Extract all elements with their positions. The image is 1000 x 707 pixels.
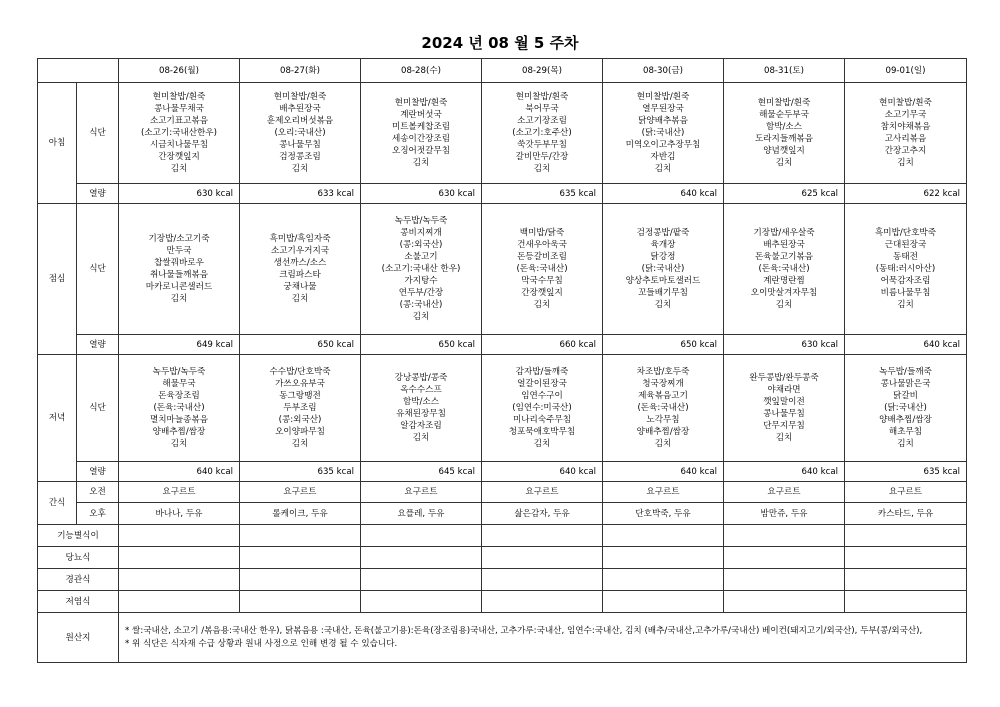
dinner-menu-cell: [845, 355, 967, 462]
menu-item: 어묵감자조림: [880, 276, 931, 286]
empty-cell: [845, 525, 967, 547]
snack-am-cell: 요구르트: [361, 482, 482, 503]
calorie-label: 열량: [77, 184, 119, 204]
menu-item: 현미찰밥/흰죽: [273, 92, 327, 102]
origin-notes: [119, 613, 967, 663]
lunch-menu-cell: [724, 204, 845, 335]
menu-item: (닭:국내산): [641, 264, 685, 274]
empty-cell: [119, 547, 240, 569]
menu-item: 돈등갈비조림: [517, 252, 567, 262]
calorie-value: 630 kcal: [724, 335, 845, 355]
menu-item: 현미찰밥/흰죽: [636, 92, 690, 102]
menu-item: 간장깻잎지: [521, 288, 563, 298]
menu-item: (콩:국내산): [399, 300, 443, 310]
menu-item: 감자밥/들깨죽: [515, 367, 569, 377]
calorie-value: 625 kcal: [724, 184, 845, 204]
date-header: 08-26(월): [119, 59, 240, 83]
menu-item: 고사리볶음: [884, 134, 927, 144]
low_salt-diet-row: [38, 591, 967, 613]
calorie-label: 열량: [77, 335, 119, 355]
breakfast-menu-cell: [240, 83, 361, 184]
calorie-value: 622 kcal: [845, 184, 967, 204]
menu-item: 계란명란찜: [763, 276, 805, 286]
date-header: 08-27(화): [240, 59, 361, 83]
empty-cell: [603, 591, 724, 613]
calorie-value: 640 kcal: [603, 184, 724, 204]
menu-item: 김치: [170, 439, 188, 449]
lunch-calorie-row: [38, 335, 967, 355]
calorie-value: 633 kcal: [240, 184, 361, 204]
breakfast-menu-cell: [361, 83, 482, 184]
menu-item: (돈육:국내산): [637, 403, 689, 413]
breakfast-menu-cell: [603, 83, 724, 184]
lunch-menu-row: [38, 204, 967, 335]
snack-pm-cell: 바나나, 두유: [119, 503, 240, 525]
menu-item: 소고기우거지국: [270, 246, 330, 256]
origin-row: [38, 613, 967, 663]
lunch-menu-cell: [240, 204, 361, 335]
menu-item: (콩:외국산): [278, 415, 322, 425]
empty-cell: [603, 525, 724, 547]
menu-item: 오이양파무침: [275, 427, 325, 437]
menu-item: 기장밥/새우살죽: [753, 228, 815, 238]
empty-cell: [119, 569, 240, 591]
menu-item: 북어무국: [525, 104, 559, 114]
menu-item: 흑미밥/단호박죽: [874, 228, 936, 238]
menu-item: 육개장: [650, 240, 676, 250]
dinner-menu-cell: [361, 355, 482, 462]
menu-item: 김치: [291, 439, 309, 449]
dinner-menu-cell: [724, 355, 845, 462]
menu-item: 현미찰밥/흰죽: [515, 92, 569, 102]
snack-label: 간식: [38, 482, 77, 525]
menu-item: 검정콩밥/팥죽: [636, 228, 690, 238]
menu-item: 비름나물무침: [880, 288, 931, 298]
date-header: 08-28(수): [361, 59, 482, 83]
menu-item: (닭:국내산): [884, 403, 927, 413]
snack-pm-cell: 밤만쥬, 두유: [724, 503, 845, 525]
empty-cell: [603, 569, 724, 591]
menu-item: 깻잎말이전: [763, 397, 805, 407]
tube-diet-row: [38, 569, 967, 591]
menu-item: 김치: [897, 158, 914, 168]
menu-item: 차조밥/호두죽: [636, 367, 690, 377]
snack-am-cell: 요구르트: [119, 482, 240, 503]
dinner-menu-cell: [482, 355, 603, 462]
menu-label: 식단: [77, 355, 119, 462]
breakfast-menu-cell: [845, 83, 967, 184]
empty-cell: [482, 525, 603, 547]
calorie-value: 645 kcal: [361, 462, 482, 482]
menu-item: 동그랑땡전: [279, 391, 321, 401]
menu-item: 김치: [654, 439, 672, 449]
menu-item: 가지탕수: [404, 276, 438, 286]
dinner-menu-row: [38, 355, 967, 462]
calorie-value: 640 kcal: [845, 335, 967, 355]
menu-item: (콩:외국산): [399, 240, 443, 250]
menu-item: 김치: [533, 439, 551, 449]
corner-cell: [38, 59, 119, 83]
menu-item: 계란버섯국: [400, 110, 442, 120]
date-header: 08-30(금): [603, 59, 724, 83]
menu-item: (닭:국내산): [641, 128, 685, 138]
empty-cell: [724, 591, 845, 613]
menu-item: 콩나물맑은국: [880, 379, 931, 389]
lunch-menu-cell: [603, 204, 724, 335]
menu-item: 유채된장무침: [396, 409, 446, 419]
empty-cell: [603, 547, 724, 569]
snack-am-cell: 요구르트: [240, 482, 361, 503]
dinner-menu-cell: [240, 355, 361, 462]
menu-item: 임연수구이: [521, 391, 563, 401]
menu-item: 건새우아욱국: [517, 240, 567, 250]
date-header: 09-01(일): [845, 59, 967, 83]
menu-item: (돈육:국내산): [758, 264, 810, 274]
menu-item: 알감자조림: [400, 421, 442, 431]
menu-item: 양배추찜/쌈장: [636, 427, 690, 437]
diabetic-diet-row: [38, 547, 967, 569]
menu-item: 녹두밥/녹두죽: [394, 216, 448, 226]
menu-item: 노각무침: [646, 415, 680, 425]
menu-item: 소고기장조림: [517, 116, 567, 126]
empty-cell: [240, 569, 361, 591]
empty-cell: [240, 547, 361, 569]
menu-item: 김치: [533, 300, 551, 310]
date-header: 08-29(목): [482, 59, 603, 83]
lunch-label: 점심: [38, 204, 77, 355]
menu-item: 녹두밥/녹두죽: [152, 367, 206, 377]
calorie-value: 640 kcal: [482, 462, 603, 482]
calorie-value: 630 kcal: [361, 184, 482, 204]
snack-am-cell: 요구르트: [724, 482, 845, 503]
menu-item: 김치: [412, 433, 430, 443]
calorie-value: 630 kcal: [119, 184, 240, 204]
menu-item: 김치: [654, 164, 672, 174]
menu-item: 생선까스/소스: [273, 258, 327, 268]
menu-item: 제육볶음고기: [638, 391, 688, 401]
breakfast-menu-cell: [724, 83, 845, 184]
empty-cell: [724, 547, 845, 569]
dinner-label: 저녁: [38, 355, 77, 482]
menu-item: 근대된장국: [884, 240, 927, 250]
low_salt-diet-label: 저염식: [38, 591, 119, 613]
functional-diet-row: [38, 525, 967, 547]
menu-item: 오이맛살겨자무침: [750, 288, 818, 298]
menu-item: 김치: [412, 312, 430, 322]
menu-item: 훈제오리버섯볶음: [266, 116, 334, 126]
meal-plan-table: [37, 58, 967, 663]
menu-item: 김치: [775, 158, 793, 168]
menu-item: 검정콩조림: [279, 152, 321, 162]
menu-item: 닭양배추볶음: [638, 116, 688, 126]
menu-item: 닭강정: [650, 252, 676, 262]
calorie-value: 640 kcal: [119, 462, 240, 482]
menu-item: 흑미밥/흑임자죽: [269, 234, 331, 244]
empty-cell: [482, 547, 603, 569]
menu-item: 김치: [775, 433, 793, 443]
menu-item: 함박/소스: [402, 397, 440, 407]
menu-item: 김치: [291, 294, 309, 304]
empty-cell: [361, 591, 482, 613]
snack-pm-cell: 카스타드, 두유: [845, 503, 967, 525]
snack-am-label: 오전: [77, 482, 119, 503]
menu-item: 동태전: [893, 252, 918, 262]
calorie-value: 635 kcal: [240, 462, 361, 482]
functional-diet-label: 기능별식이: [38, 525, 119, 547]
menu-item: 소고기무국: [884, 110, 927, 120]
snack-pm-cell: 요플레, 두유: [361, 503, 482, 525]
menu-item: (오리:국내산): [274, 128, 326, 138]
menu-item: 야채라면: [767, 385, 801, 395]
menu-item: 꼬들배기무침: [638, 288, 688, 298]
menu-item: (임연수:미국산): [512, 403, 572, 413]
menu-item: 취나물들깨볶음: [149, 270, 209, 280]
menu-item: 멸치마늘종볶음: [149, 415, 209, 425]
menu-item: 김치: [412, 158, 430, 168]
menu-item: 김치: [291, 164, 309, 174]
menu-item: 미역오이고추장무침: [625, 140, 701, 150]
calorie-value: 640 kcal: [724, 462, 845, 482]
menu-item: 김치: [897, 300, 914, 310]
menu-label: 식단: [77, 83, 119, 184]
menu-item: 쑥갓두부무침: [517, 140, 567, 150]
menu-item: (돈육:국내산): [516, 264, 568, 274]
breakfast-menu-cell: [119, 83, 240, 184]
menu-item: 현미찰밥/흰죽: [152, 92, 206, 102]
menu-item: 소불고기: [404, 252, 438, 262]
menu-item: 크림파스타: [279, 270, 321, 280]
origin-note: * 위 식단은 식자재 수급 상황과 원내 사정으로 인해 변경 될 수 있습니다.: [125, 638, 398, 649]
menu-item: 연두부/간장: [398, 288, 444, 298]
menu-item: (돈육:국내산): [153, 403, 205, 413]
calorie-label: 열량: [77, 462, 119, 482]
empty-cell: [845, 569, 967, 591]
lunch-menu-cell: [119, 204, 240, 335]
menu-item: (소고기:국내산한우): [140, 128, 217, 138]
menu-item: 닭갈비: [893, 391, 918, 401]
menu-item: 김치: [170, 164, 188, 174]
menu-item: 갈비만두/간장: [515, 152, 569, 162]
menu-item: 가쓰오유부국: [275, 379, 325, 389]
menu-item: 녹두밥/들깨죽: [879, 367, 932, 377]
menu-item: 간장깻잎지: [158, 152, 200, 162]
origin-label: 원산지: [38, 613, 119, 663]
menu-item: 두부조림: [283, 403, 317, 413]
menu-item: 얼갈이된장국: [517, 379, 567, 389]
empty-cell: [724, 569, 845, 591]
menu-item: 강낭콩밥/콩죽: [394, 373, 448, 383]
menu-item: 돈육장조림: [158, 391, 200, 401]
menu-item: 시금치나물무침: [149, 140, 209, 150]
diabetic-diet-label: 당뇨식: [38, 547, 119, 569]
menu-item: 양배추찜/쌈장: [152, 427, 206, 437]
snack-pm-cell: 삶은감자, 두유: [482, 503, 603, 525]
calorie-value: 650 kcal: [603, 335, 724, 355]
menu-item: 콩나물무채국: [154, 104, 204, 114]
breakfast-calorie-row: [38, 184, 967, 204]
snack-pm-cell: 단호박죽, 두유: [603, 503, 724, 525]
lunch-menu-cell: [482, 204, 603, 335]
calorie-value: 650 kcal: [361, 335, 482, 355]
menu-item: 김치: [170, 294, 188, 304]
menu-item: 현미찰밥/흰죽: [394, 98, 448, 108]
menu-item: 배추된장국: [279, 104, 321, 114]
menu-item: 수수밥/단호박죽: [269, 367, 331, 377]
menu-item: 콩비지찌개: [400, 228, 442, 238]
date-header: 08-31(토): [724, 59, 845, 83]
calorie-value: 649 kcal: [119, 335, 240, 355]
empty-cell: [361, 525, 482, 547]
menu-item: 양념깻잎지: [763, 146, 805, 156]
menu-item: 양상추토마토샐러드: [625, 276, 701, 286]
menu-item: 김치: [775, 300, 793, 310]
empty-cell: [845, 591, 967, 613]
menu-item: 현미찰밥/흰죽: [879, 98, 932, 108]
calorie-value: 635 kcal: [845, 462, 967, 482]
menu-item: 김치: [654, 300, 672, 310]
tube-diet-label: 경관식: [38, 569, 119, 591]
dinner-calorie-row: [38, 462, 967, 482]
menu-item: 막국수무침: [521, 276, 563, 286]
menu-item: 참치야채볶음: [880, 122, 931, 132]
menu-label: 식단: [77, 204, 119, 335]
menu-item: 옥수수스프: [400, 385, 442, 395]
snack-am-row: [38, 482, 967, 503]
menu-item: 궁채나물: [283, 282, 317, 292]
menu-item: 김치: [533, 164, 551, 174]
snack-am-cell: 요구르트: [603, 482, 724, 503]
menu-item: 백미밥/닭죽: [519, 228, 565, 238]
menu-item: 해초무침: [888, 427, 923, 437]
page-title: 2024 년 08 월 5 주차: [421, 34, 579, 52]
empty-cell: [361, 569, 482, 591]
lunch-menu-cell: [361, 204, 482, 335]
header-row: [38, 59, 967, 83]
menu-item: 세송이간장조림: [391, 134, 451, 144]
menu-item: 해물순두부국: [759, 110, 809, 120]
snack-pm-label: 오후: [77, 503, 119, 525]
menu-item: 청포묵애호박무침: [508, 427, 576, 437]
empty-cell: [361, 547, 482, 569]
menu-item: 해물무국: [162, 379, 196, 389]
menu-item: 미나리숙주무침: [512, 415, 572, 425]
calorie-value: 650 kcal: [240, 335, 361, 355]
menu-item: 단무지무침: [763, 421, 805, 431]
calorie-value: 635 kcal: [482, 184, 603, 204]
calorie-value: 660 kcal: [482, 335, 603, 355]
menu-item: 콩나물무침: [279, 140, 321, 150]
menu-item: (소고기:호주산): [512, 128, 572, 138]
snack-pm-row: [38, 503, 967, 525]
empty-cell: [482, 569, 603, 591]
empty-cell: [119, 525, 240, 547]
menu-item: 소고기표고볶음: [149, 116, 209, 126]
menu-item: 도라지들깨볶음: [754, 134, 814, 144]
menu-item: 자반김: [650, 152, 676, 162]
dinner-menu-cell: [603, 355, 724, 462]
menu-item: 청국장찌개: [642, 379, 684, 389]
breakfast-label: 아침: [38, 83, 77, 204]
empty-cell: [845, 547, 967, 569]
menu-item: 김치: [897, 439, 914, 449]
menu-item: 배추된장국: [763, 240, 805, 250]
breakfast-menu-cell: [482, 83, 603, 184]
calorie-value: 640 kcal: [603, 462, 724, 482]
empty-cell: [724, 525, 845, 547]
menu-item: 간장고추지: [884, 146, 927, 156]
menu-item: 찹쌀꿔바로우: [154, 258, 204, 268]
menu-item: 콩나물무침: [763, 409, 805, 419]
dinner-menu-cell: [119, 355, 240, 462]
snack-pm-cell: 롤케이크, 두유: [240, 503, 361, 525]
lunch-menu-cell: [845, 204, 967, 335]
menu-item: 만두국: [166, 246, 192, 256]
menu-item: 함박/소스: [765, 122, 803, 132]
menu-item: (동태:러시아산): [875, 264, 936, 274]
menu-item: 마카로니콘샐러드: [145, 282, 213, 292]
breakfast-menu-row: [38, 83, 967, 184]
menu-item: 기장밥/소고기죽: [148, 234, 210, 244]
empty-cell: [240, 525, 361, 547]
empty-cell: [119, 591, 240, 613]
snack-am-cell: 요구르트: [482, 482, 603, 503]
snack-am-cell: 요구르트: [845, 482, 967, 503]
menu-item: 오징어젓갈무침: [391, 146, 451, 156]
empty-cell: [482, 591, 603, 613]
menu-item: 돈육불고기볶음: [754, 252, 814, 262]
menu-item: (소고기:국내산 한우): [381, 264, 461, 274]
menu-item: 열무된장국: [642, 104, 684, 114]
menu-item: 완두콩밥/완두콩죽: [749, 373, 819, 383]
empty-cell: [240, 591, 361, 613]
origin-note: * 쌀:국내산, 소고기 /볶음용:국내산 한우), 닭볶음용 :국내산, 돈육(불고기용):돈육(장조림용)국내산, 고추가루:국내산, 임연수:국내산, 김치 (배추/국내산,고추가루/국내산) 베이컨(돼지고기/외국산), 두부(콩/외국산),: [125, 625, 923, 636]
menu-item: 현미찰밥/흰죽: [757, 98, 811, 108]
menu-item: 미트볼케찹조림: [391, 122, 451, 132]
menu-item: 양배추찜/쌈장: [879, 415, 932, 425]
